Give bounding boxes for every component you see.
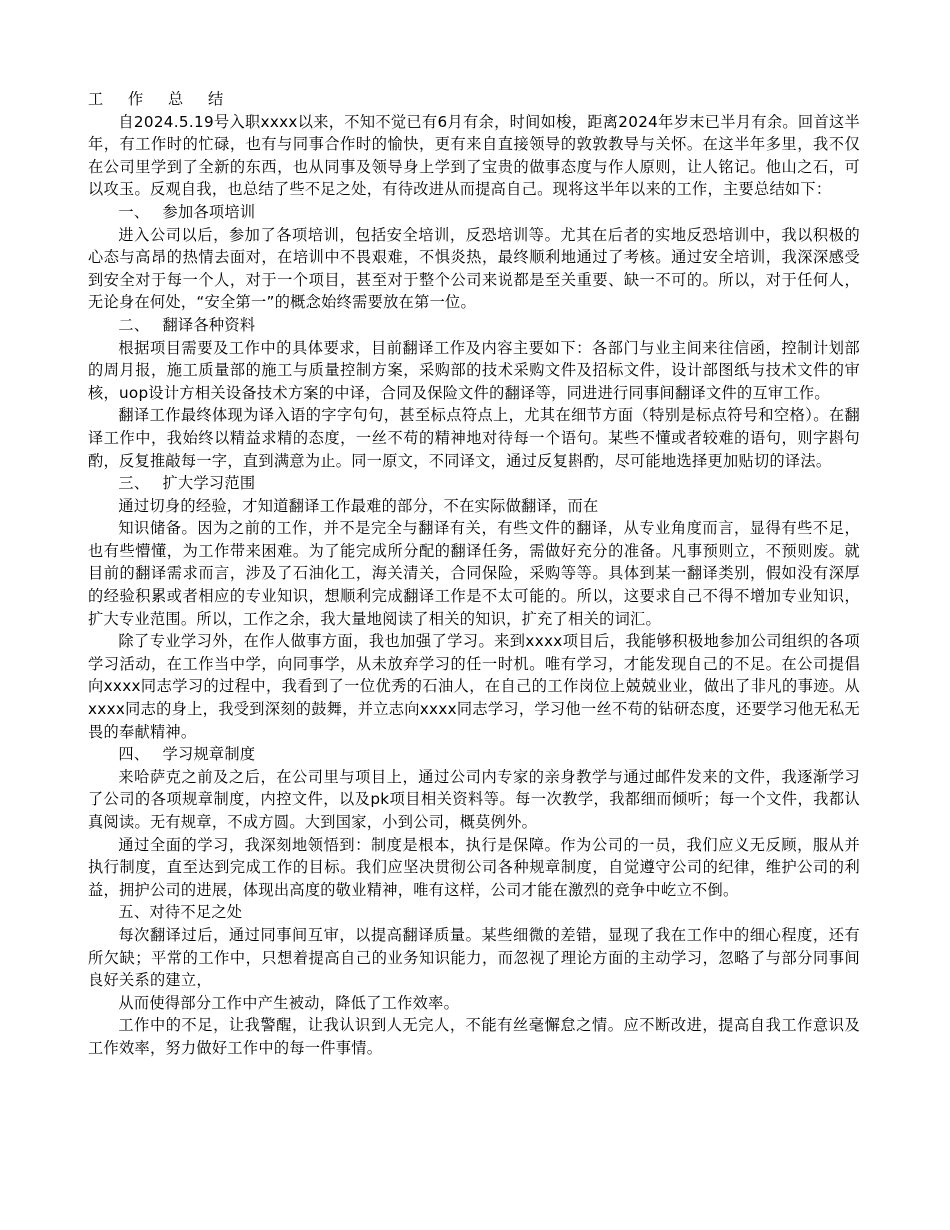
section-number: 二、 [118,315,150,334]
section-heading-5 [88,901,860,924]
section-number: 四、 [118,745,150,764]
section-number: 三、 [118,474,150,493]
body-paragraph: 除了专业学习外，在作人做事方面，我也加强了学习。来到xxxx项目后，我能够积极地参加公司组织的各项学习活动，在工作当中学，向同事学，从未放弃学习的任一时机。唯有学习，才能发现自己的不足。在公司提倡向xxxx同志学习的过程中，我看到了一位优秀的石油人，在自己的工作岗位上兢兢业业，做出了非凡的事迹。从xxxx同志的身上，我受到深刻的鼓舞，并立志向xxxx同志学习，学习他一丝不苟的钻研态度，还要学习他无私无畏的奉献精神。 [88,632,860,741]
section-heading-1 [88,201,860,224]
section-title: 学习规章制度 [162,745,256,764]
section-number: 一、 [118,202,150,221]
document-page [88,88,860,1060]
section-title: 扩大学习范围 [162,474,256,493]
section-title: 五、对待不足之处 [118,903,243,922]
intro-paragraph: 自2024.5.19号入职xxxx以来，不知不觉已有6月有余，时间如梭，距离2024年岁末已半月有余。回首这半年，有工作时的忙碌，也有与同事合作时的愉快，更有来自直接领导的敦敦教导与关怀。在这半年多里，我不仅在公司里学到了全新的东西，也从同事及领导身上学到了宝贵的做事态度与作人原则，让人铭记。他山之石，可以攻玉。反观自我，也总结了些不足之处，有待改进从而提高自己。现将这半年以来的工作，主要总结如下： [88,112,860,199]
document-title: 工 作 总 结 [88,90,234,108]
body-paragraph: 每次翻译过后，通过同事间互审，以提高翻译质量。某些细微的差错，显现了我在工作中的细心程度，还有所欠缺；平常的工作中，只想着提高自己的业务知识能力，而忽视了理论方面的主动学习，忽略了与部分同事间良好关系的建立， [88,925,860,990]
body-paragraph: 翻译工作最终体现为译入语的字字句句，甚至标点符点上，尤其在细节方面（特别是标点符号和空格）。在翻译工作中，我始终以精益求精的态度，一丝不苟的精神地对待每一个语句。某些不懂或者较难的语句，则字斟句酌，反复推敲每一字，直到满意为止。同一原文，不同译文，通过反复斟酌，尽可能地选择更加贴切的译法。 [88,406,860,470]
body-paragraph: 工作中的不足，让我警醒，让我认识到人无完人，不能有丝毫懈怠之情。应不断改进，提高自我工作意识及工作效率，努力做好工作中的每一件事情。 [88,1016,860,1057]
body-paragraph: 通过切身的经验，才知道翻译工作最难的部分，不在实际做翻译，而在 [118,496,599,515]
body-paragraph: 知识储备。因为之前的工作，并不是完全与翻译有关，有些文件的翻译，从专业角度而言，显得有些不足，也有些懵懂，为工作带来困难。为了能完成所分配的翻译任务，需做好充分的准备。凡事预则立，不预则废。就目前的翻译需求而言，涉及了石油化工，海关清关，合同保险，采购等等。具体到某一翻译类别，假如没有深厚的经验积累或者相应的专业知识，想顺利完成翻译工作是不太可能的。所以，这要求自己不得不增加专业知识，扩大专业范围。所以，工作之余，我大量地阅读了相关的知识，扩充了相关的词汇。 [88,519,860,628]
body-paragraph: 来哈萨克之前及之后，在公司里与项目上，通过公司内专家的亲身教学与通过邮件发来的文件，我逐渐学习了公司的各项规章制度，内控文件，以及pk项目相关资料等。每一次教学，我都细而倾听；每一个文件，我都认真阅读。无有规章，不成方圆。大到国家，小到公司，概莫例外。 [88,767,860,831]
body-paragraph: 从而使得部分工作中产生被动，降低了工作效率。 [118,993,460,1012]
section-title: 参加各项培训 [162,202,256,221]
section-heading-3 [88,472,860,495]
section-title: 翻译各种资料 [162,315,256,334]
body-paragraph: 通过全面的学习，我深刻地领悟到：制度是根本，执行是保障。作为公司的一员，我们应义无反顾，服从并执行制度，直至达到完成工作的目标。我们应坚决贯彻公司各种规章制度，自觉遵守公司的纪律，维护公司的利益，拥护公司的进展，体现出高度的敬业精神，唯有这样，公司才能在激烈的竞争中屹立不倒。 [88,835,860,899]
section-heading-2 [88,314,860,337]
body-paragraph: 进入公司以后，参加了各项培训，包括安全培训，反恐培训等。尤其在后者的实地反恐培训中，我以积极的心态与高昂的热情去面对，在培训中不畏艰难，不惧炎热，最终顺利地通过了考核。通过安全培训，我深深感受到安全对于每一个人，对于一个项目，甚至对于整个公司来说都是至关重要、缺一不可的。所以，对于任何人，无论身在何处，“安全第一”的概念始终需要放在第一位。 [88,225,860,312]
section-heading-4 [88,743,860,766]
body-paragraph: 根据项目需要及工作中的具体要求，目前翻译工作及内容主要如下：各部门与业主间来往信函，控制计划部的周月报，施工质量部的施工与质量控制方案，采购部的技术采购文件及招标文件，设计部图纸与技术文件的审核，uop设计方相关设备技术方案的中译，合同及保险文件的翻译等，同进进行同事间翻译文件的互审工作。 [88,338,860,402]
